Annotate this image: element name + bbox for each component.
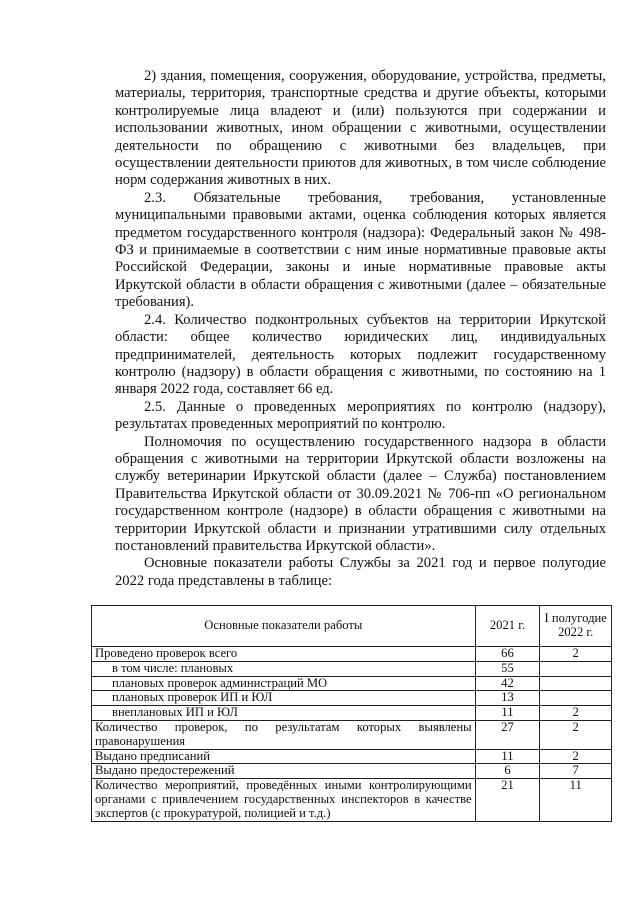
paragraph-powers: Полномочия по осуществлению государственного надзора в области обращения с животными на территории Иркутской области возложены на службу ветеринарии Иркутской области (далее – Служба) постановлением Правительства Иркутской области от 30.09.2021 № 706-пп «О региональном государственном контроле (надзоре) в области обращения с животными на территории Иркутской области и признании утратившими силу отдельных постановлений правительства Иркутской области». <box>115 433 606 554</box>
header-2021: 2021 г. <box>475 606 540 647</box>
row-value-2022: 11 <box>540 779 612 821</box>
table-row <box>92 647 612 662</box>
header-indicators: Основные показатели работы <box>92 606 476 647</box>
row-value-2021: 6 <box>475 764 540 779</box>
table-row <box>92 706 612 721</box>
row-label: Выдано предостережений <box>92 764 476 779</box>
row-value-2022 <box>540 661 612 676</box>
row-label: Количество мероприятий, проведённых иными контролирующими органами с привлечением государственных инспекторов в качестве экспертов (с прокуратурой, полицией и т.д.) <box>92 779 476 821</box>
row-value-2021: 27 <box>475 720 540 749</box>
row-value-2022: 2 <box>540 706 612 721</box>
table-row <box>92 764 612 779</box>
row-value-2022 <box>540 676 612 691</box>
row-value-2021: 21 <box>475 779 540 821</box>
row-label: плановых проверок администраций МО <box>92 676 476 691</box>
row-value-2021: 66 <box>475 647 540 662</box>
row-value-2022: 2 <box>540 720 612 749</box>
paragraph-2-5: 2.5. Данные о проведенных мероприятиях по контролю (надзору), результатах проведенных мероприятий по контролю. <box>115 398 606 433</box>
row-value-2021: 55 <box>475 661 540 676</box>
row-label: внеплановых ИП и ЮЛ <box>92 706 476 721</box>
table-row <box>92 779 612 821</box>
row-value-2021: 42 <box>475 676 540 691</box>
header-half-2022: I полугодие 2022 г. <box>540 606 612 647</box>
paragraph-2-4: 2.4. Количество подконтрольных субъектов на территории Иркутской области: общее количество юридических лиц, индивидуальных предпринимателей, деятельность которых подлежит государственному контролю (надзору) в области обращения с животными, по состоянию на 1 января 2022 года, составляет 66 ед. <box>115 311 606 398</box>
row-value-2022 <box>540 691 612 706</box>
table-row <box>92 676 612 691</box>
row-value-2021: 11 <box>475 749 540 764</box>
table-row <box>92 720 612 749</box>
table-row <box>92 749 612 764</box>
paragraph-2-3: 2.3. Обязательные требования, требования, установленные муниципальными правовыми актами, оценка соблюдения которых является предметом государственного контроля (надзора): Федеральный закон № 498-ФЗ и принимаемые в соответствии с ним иные нормативные правовые акты Российской Федерации, законы и иные нормативные правовые акты Иркутской области в области обращения с животными (далее – обязательные требования). <box>115 189 606 311</box>
indicators-table <box>91 605 612 822</box>
row-label: Выдано предписаний <box>92 749 476 764</box>
row-value-2022: 2 <box>540 749 612 764</box>
table-row <box>92 691 612 706</box>
paragraph-2-objects: 2) здания, помещения, сооружения, оборудование, устройства, предметы, материалы, территория, транспортные средства и другие объекты, которыми контролируемые лица владеют и (или) пользуются при содержании и использовании животных, ином обращении с животными, осуществлении деятельности по обращению с животными без владельцев, при осуществлении деятельности приютов для животных, в том числе соблюдение норм содержания животных в них. <box>115 68 606 189</box>
row-value-2021: 13 <box>475 691 540 706</box>
body-text <box>115 68 606 590</box>
row-label: плановых проверок ИП и ЮЛ <box>92 691 476 706</box>
row-label: Количество проверок, по результатам которых выявлены правонарушения <box>92 720 476 749</box>
row-value-2022: 7 <box>540 764 612 779</box>
row-value-2022: 2 <box>540 647 612 662</box>
row-label: Проведено проверок всего <box>92 647 476 662</box>
row-label: в том числе: плановых <box>92 661 476 676</box>
table-header-row <box>92 606 612 647</box>
table-row <box>92 661 612 676</box>
paragraph-table-intro: Основные показатели работы Службы за 2021 год и первое полугодие 2022 года представлены в таблице: <box>115 555 606 589</box>
row-value-2021: 11 <box>475 706 540 721</box>
